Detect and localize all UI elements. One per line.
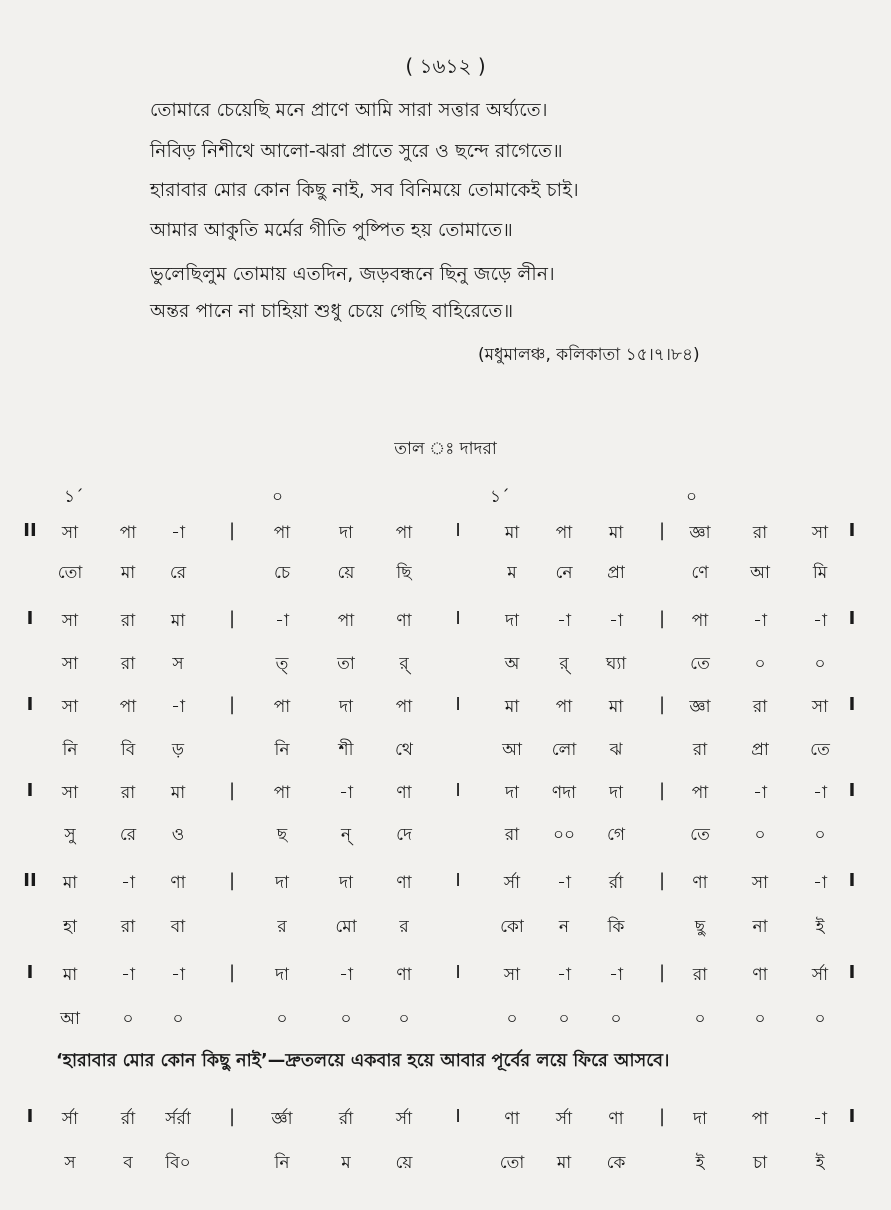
lyric-syllable: ণে: [691, 563, 709, 583]
swara-note: -া: [557, 965, 571, 985]
swara-note: পা: [555, 523, 573, 543]
vibhag-separator: |: [658, 780, 666, 801]
swara-note: ণা: [752, 965, 768, 985]
lyric-syllable: রা: [692, 740, 708, 760]
lyric-syllable: তে: [810, 740, 830, 760]
swara-note: -া: [171, 697, 185, 717]
lyric-syllable: প্রা: [607, 563, 625, 583]
swara-note: র্সা: [61, 1109, 79, 1129]
lyric-syllable: ঝ: [609, 740, 623, 760]
lyric-syllable: থে: [395, 740, 413, 760]
row-start-bar: II: [23, 870, 37, 891]
tempo-instruction: ‘হারাবার মোর কোন কিছু নাই’—দ্রুতলয়ে একবার হয়ে আবার পূর্বের লয়ে ফিরে আসবে।: [56, 1051, 670, 1071]
lyric-syllable: ০: [694, 1009, 706, 1029]
lyric-syllable: ০: [814, 654, 826, 674]
lyric-syllable: কি: [607, 917, 625, 937]
lyric-syllable: লো: [551, 740, 577, 760]
swara-note: জ্ঞা: [689, 523, 711, 543]
lyric-syllable: হা: [63, 917, 77, 937]
lyric-syllable: ০: [754, 654, 766, 674]
row-start-bar: I: [26, 608, 34, 629]
swara-note: -া: [557, 611, 571, 631]
swara-note: দা: [505, 611, 519, 631]
row-end-bar: I: [848, 608, 856, 629]
lyric-line-6: অন্তর পানে না চাহিয়া শুধু চেয়ে গেছি বাহিরেতে॥: [150, 301, 514, 322]
swara-note: সা: [61, 611, 79, 631]
row-start-bar: I: [26, 780, 34, 801]
swara-note: -া: [121, 873, 135, 893]
vibhag-separator: |: [228, 870, 236, 891]
swara-note: পা: [691, 611, 709, 631]
lyric-line-3: হারাবার মোর কোন কিছু নাই, সব বিনিময়ে তোমাকেই চাই।: [150, 180, 579, 201]
lyric-syllable: আ: [750, 563, 770, 583]
lyric-syllable: রা: [120, 917, 136, 937]
lyric-syllable: ম: [341, 1153, 351, 1173]
swara-note: র্সা: [503, 873, 521, 893]
swara-note: র্রা: [608, 873, 624, 893]
swara-note: ণা: [396, 873, 412, 893]
row-end-bar: I: [848, 780, 856, 801]
lyric-syllable: র: [399, 917, 409, 937]
row-end-bar: I: [848, 520, 856, 541]
lyric-syllable: মা: [120, 563, 136, 583]
row-start-bar: II: [23, 520, 37, 541]
lyric-syllable: ০: [276, 1009, 288, 1029]
lyric-line-2: নিবিড় নিশীথে আলো-ঝরা প্রাতে সুরে ও ছন্দে রাগেতে॥: [150, 141, 563, 162]
lyric-syllable: নি: [274, 1153, 290, 1173]
lyric-syllable: ০: [340, 1009, 352, 1029]
lyric-syllable: রে: [169, 563, 187, 583]
swara-note: মা: [608, 697, 624, 717]
vibhag-separator: I: [455, 608, 461, 629]
lyric-syllable: রে: [119, 825, 137, 845]
row-end-bar: I: [848, 694, 856, 715]
vibhag-separator: I: [455, 694, 461, 715]
lyric-syllable: র্: [559, 654, 569, 674]
beat-marker-4: ০: [686, 487, 698, 507]
swara-note: র্জ্ঞা: [271, 1109, 293, 1129]
lyric-syllable: কে: [606, 1153, 626, 1173]
swara-note: পা: [273, 697, 291, 717]
swara-note: পা: [555, 697, 573, 717]
swara-note: দা: [339, 873, 353, 893]
swara-note: -া: [557, 873, 571, 893]
vibhag-separator: |: [228, 520, 236, 541]
swara-note: সা: [751, 873, 769, 893]
lyric-syllable: তে: [690, 825, 710, 845]
song-number: ( ১৬১২ ): [405, 54, 486, 78]
swara-note: -া: [609, 611, 623, 631]
lyric-syllable: প্রা: [751, 740, 769, 760]
swara-note: রা: [752, 523, 768, 543]
lyric-syllable: ব: [123, 1153, 133, 1173]
vibhag-separator: |: [228, 608, 236, 629]
lyric-syllable: ০: [814, 1009, 826, 1029]
lyric-syllable: ০: [814, 825, 826, 845]
swara-note: মা: [170, 611, 186, 631]
lyric-syllable: য়ে: [395, 1153, 413, 1173]
row-end-bar: I: [848, 1106, 856, 1127]
lyric-syllable: ঘ্যা: [605, 654, 627, 674]
swara-note: দা: [339, 523, 353, 543]
lyric-syllable: চে: [273, 563, 291, 583]
swara-note: -া: [171, 523, 185, 543]
lyric-syllable: ও: [171, 825, 185, 845]
swara-note: জ্ঞা: [689, 697, 711, 717]
lyric-syllable: তো: [57, 563, 83, 583]
swara-note: পা: [119, 697, 137, 717]
swara-note: র্রা: [338, 1109, 354, 1129]
swara-note: পা: [119, 523, 137, 543]
swara-note: -া: [813, 873, 827, 893]
lyric-line-4: আমার আকুতি মর্মের গীতি পুষ্পিত হয় তোমাতে॥: [150, 220, 513, 241]
lyric-syllable: নি: [274, 740, 290, 760]
lyric-syllable: ০: [610, 1009, 622, 1029]
swara-note: ণা: [692, 873, 708, 893]
swara-note: র্সা: [811, 965, 829, 985]
lyric-syllable: তে: [690, 654, 710, 674]
swara-note: -া: [813, 1109, 827, 1129]
vibhag-separator: I: [455, 1106, 461, 1127]
swara-note: মা: [504, 697, 520, 717]
vibhag-separator: |: [228, 694, 236, 715]
beat-marker-1: ১´: [64, 487, 84, 507]
swara-note: -া: [813, 783, 827, 803]
swara-note: -া: [813, 611, 827, 631]
swara-note: মা: [62, 873, 78, 893]
swara-note: -া: [121, 965, 135, 985]
swara-note: সা: [61, 523, 79, 543]
lyric-syllable: ই: [815, 917, 825, 937]
lyric-syllable: অ: [504, 654, 520, 674]
lyric-syllable: মি: [812, 563, 828, 583]
lyric-syllable: ছ: [276, 825, 288, 845]
vibhag-separator: I: [455, 870, 461, 891]
vibhag-separator: |: [658, 608, 666, 629]
swara-note: পা: [273, 783, 291, 803]
swara-note: রা: [120, 783, 136, 803]
lyric-syllable: আ: [502, 740, 522, 760]
lyric-syllable: ন্: [340, 825, 352, 845]
lyric-syllable: সু: [64, 825, 76, 845]
swara-note: দা: [275, 873, 289, 893]
row-end-bar: I: [848, 870, 856, 891]
lyric-syllable: স: [64, 1153, 76, 1173]
vibhag-separator: |: [658, 1106, 666, 1127]
swara-note: ণা: [608, 1109, 624, 1129]
lyric-syllable: ই: [695, 1153, 705, 1173]
lyric-syllable: চা: [752, 1153, 768, 1173]
lyric-syllable: র: [277, 917, 287, 937]
lyric-syllable: ই: [815, 1153, 825, 1173]
vibhag-separator: I: [455, 780, 461, 801]
lyric-syllable: কো: [500, 917, 524, 937]
row-end-bar: I: [848, 962, 856, 983]
lyric-syllable: ০: [506, 1009, 518, 1029]
swara-note: রা: [692, 965, 708, 985]
lyric-syllable: তা: [337, 654, 355, 674]
swara-note: রা: [120, 611, 136, 631]
swara-note: -া: [339, 783, 353, 803]
swara-note: সা: [811, 523, 829, 543]
lyric-syllable: আ: [60, 1009, 80, 1029]
swara-note: পা: [751, 1109, 769, 1129]
lyric-syllable: বা: [170, 917, 186, 937]
row-start-bar: I: [26, 962, 34, 983]
lyric-syllable: নি: [62, 740, 78, 760]
lyric-syllable: ০: [172, 1009, 184, 1029]
vibhag-separator: |: [658, 694, 666, 715]
lyric-syllable: ০০: [552, 825, 576, 845]
lyric-syllable: বি: [120, 740, 136, 760]
lyric-syllable: না: [752, 917, 768, 937]
swara-note: র্রা: [120, 1109, 136, 1129]
lyric-syllable: মো: [335, 917, 357, 937]
lyric-syllable: দে: [396, 825, 412, 845]
swara-note: দা: [505, 783, 519, 803]
lyric-syllable: তো: [499, 1153, 525, 1173]
lyric-syllable: ম: [507, 563, 517, 583]
lyric-syllable: ০: [398, 1009, 410, 1029]
swara-note: সা: [811, 697, 829, 717]
swara-note: সা: [61, 783, 79, 803]
swara-note: -া: [275, 611, 289, 631]
lyric-syllable: রা: [120, 654, 136, 674]
swara-note: সা: [503, 965, 521, 985]
vibhag-separator: |: [658, 962, 666, 983]
swara-note: মা: [504, 523, 520, 543]
swara-note: ণা: [396, 783, 412, 803]
vibhag-separator: |: [658, 870, 666, 891]
swara-note: ণা: [170, 873, 186, 893]
swara-note: মা: [608, 523, 624, 543]
lyric-syllable: গে: [606, 825, 626, 845]
lyric-syllable: ন: [558, 917, 570, 937]
beat-marker-3: ১´: [490, 487, 510, 507]
lyric-syllable: ০: [558, 1009, 570, 1029]
swara-note: -া: [609, 965, 623, 985]
lyric-syllable: ০: [754, 825, 766, 845]
swara-note: দা: [693, 1109, 707, 1129]
lyric-syllable: বি০: [165, 1153, 191, 1173]
row-start-bar: I: [26, 694, 34, 715]
vibhag-separator: |: [658, 520, 666, 541]
swara-note: -া: [753, 783, 767, 803]
lyric-line-1: তোমারে চেয়েছি মনে প্রাণে আমি সারা সত্তার অর্ঘ্যতে।: [150, 100, 548, 121]
lyric-syllable: ড়: [171, 740, 185, 760]
swara-note: রা: [752, 697, 768, 717]
swara-note: ণা: [396, 965, 412, 985]
vibhag-separator: |: [228, 962, 236, 983]
swara-note: ণা: [504, 1109, 520, 1129]
lyric-syllable: রা: [504, 825, 520, 845]
lyric-syllable: য়ে: [337, 563, 355, 583]
swara-note: ণদা: [551, 783, 577, 803]
lyric-syllable: ছু: [694, 917, 706, 937]
swara-note: দা: [275, 965, 289, 985]
swara-note: পা: [337, 611, 355, 631]
swara-note: র্সর্রা: [165, 1109, 191, 1129]
vibhag-separator: I: [455, 962, 461, 983]
row-start-bar: I: [26, 1106, 34, 1127]
swara-note: র্সা: [395, 1109, 413, 1129]
swara-note: র্সা: [555, 1109, 573, 1129]
swara-note: দা: [609, 783, 623, 803]
lyric-syllable: র্: [399, 654, 409, 674]
attribution: (মধুমালঞ্চ, কলিকাতা ১৫।৭।৮৪): [478, 345, 700, 365]
beat-marker-2: ০: [272, 487, 284, 507]
vibhag-separator: |: [228, 1106, 236, 1127]
lyric-syllable: ত্: [275, 654, 289, 674]
swara-note: দা: [339, 697, 353, 717]
swara-note: ণা: [396, 611, 412, 631]
lyric-syllable: নে: [555, 563, 573, 583]
lyric-syllable: শী: [338, 740, 354, 760]
lyric-syllable: স: [172, 654, 184, 674]
lyric-syllable: ছি: [396, 563, 412, 583]
swara-note: -া: [753, 611, 767, 631]
swara-note: পা: [395, 523, 413, 543]
swara-note: -া: [171, 965, 185, 985]
swara-note: পা: [691, 783, 709, 803]
swara-note: মা: [62, 965, 78, 985]
lyric-syllable: মা: [556, 1153, 572, 1173]
lyric-syllable: ০: [122, 1009, 134, 1029]
lyric-syllable: ০: [754, 1009, 766, 1029]
swara-note: মা: [170, 783, 186, 803]
lyric-syllable: সা: [61, 654, 79, 674]
swara-note: সা: [61, 697, 79, 717]
swara-note: -া: [339, 965, 353, 985]
lyric-line-5: ভুলেছিলুম তোমায় এতদিন, জড়বন্ধনে ছিনু জড়ে লীন।: [150, 264, 555, 285]
tala-heading: তাল ঃ দাদরা: [394, 439, 497, 459]
vibhag-separator: |: [228, 780, 236, 801]
swara-note: পা: [395, 697, 413, 717]
vibhag-separator: I: [455, 520, 461, 541]
swara-note: পা: [273, 523, 291, 543]
